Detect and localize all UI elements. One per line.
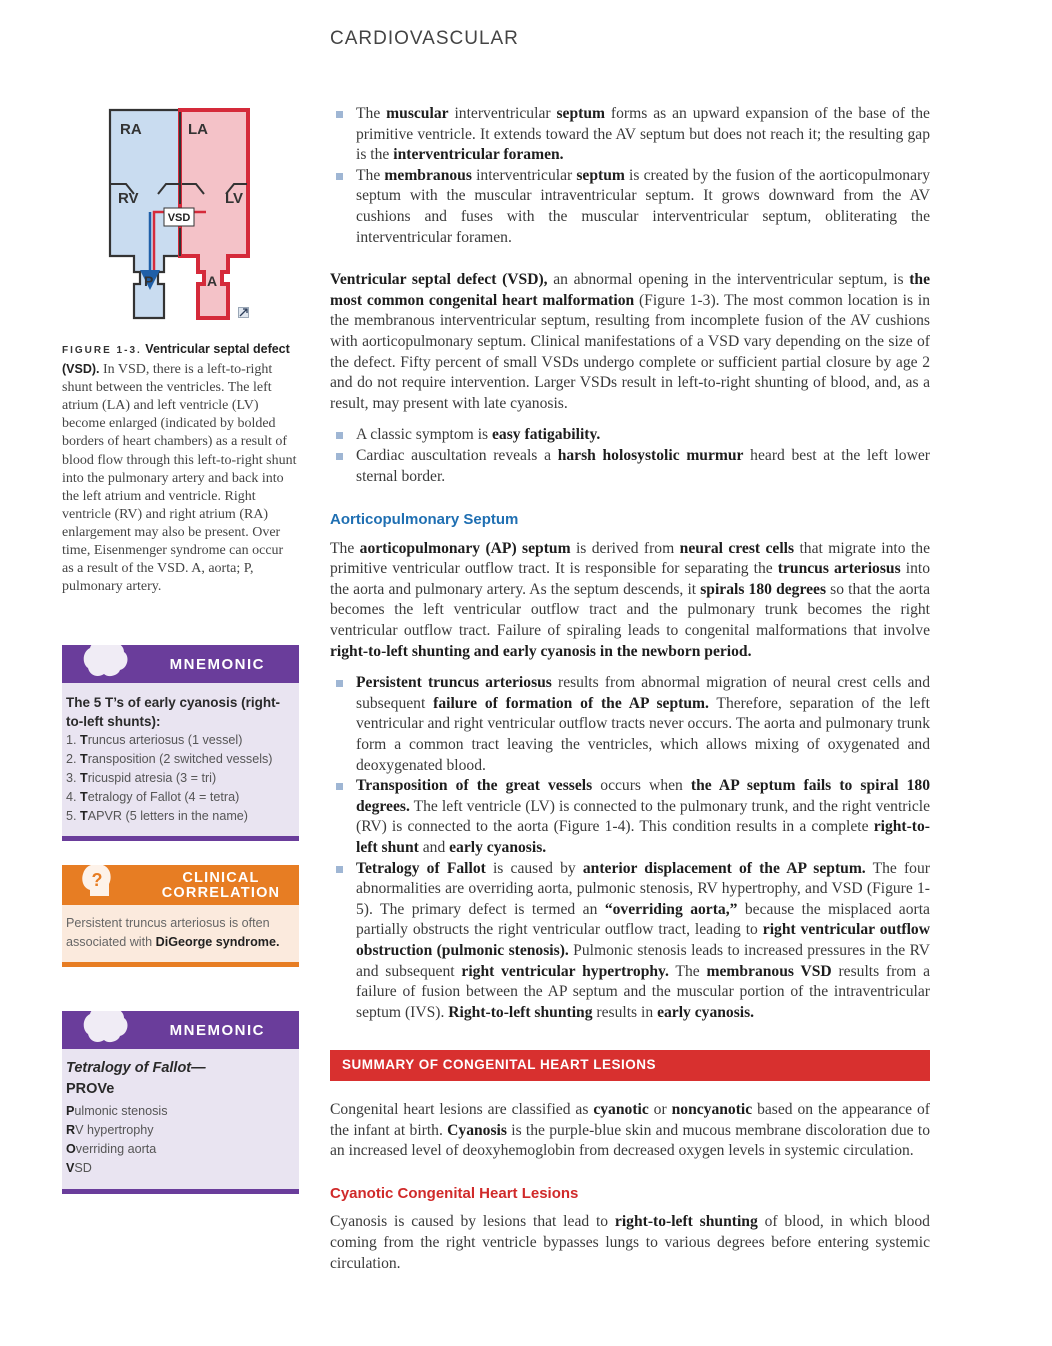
brain-icon: [80, 1004, 130, 1050]
clinical-bold: DiGeorge syndrome.: [155, 935, 280, 949]
clinical-text: Persistent truncus arteriosus is often associated with: [66, 916, 270, 949]
list-item: The muscular interventricular septum forms as an upward expansion of the base of the primitive ventricle. It extends toward the AV septum but does not reach it; the resulting gap is the interventricular foramen.: [330, 104, 930, 166]
vsd-paragraph: Ventricular septal defect (VSD), an abnormal opening in the interventricular septum, is the most common congenital heart malformation (Figure 1-3). The most common location is in the membranous interventricular septum, resulting from incomplete fusion of the AV cushions with aorticopulmonary septum. Clinical manifestations of a VSD vary depending on the size of the defect. Fifty percent of small VSDs undergo complete or sufficient partial closure by age 2 and do not require intervention. Larger VSDs result in left-to-right shunting of blood, and, as a result, may present with late cyanosis.: [330, 271, 931, 412]
mnemonic-heading: The 5 T’s of early cyanosis (right-to-left shunts):: [66, 695, 281, 729]
list-item: The membranous interventricular septum is created by the fusion of the aorticopulmonary septum with the muscular intraventricular septum. It grows downward from the AV cushions and fuses with the muscular interventricular septum, obliterating the interventricular foramen.: [330, 166, 930, 248]
list-item: Transposition of the great vessels occurs when the AP septum fails to spiral 180 degrees. The left ventricle (LV) is connected to the pulmonary trunk, and the right ventricle (RV) is connected to the aorta (Figure 1-4). This condition results in a complete right-to-left shunt and early cyanosis.: [330, 776, 930, 858]
mnemonic-label: MNEMONIC: [169, 656, 265, 673]
figure-title: Ventricular septal defect (VSD).: [62, 342, 290, 377]
list-item: Cardiac auscultation reveals a harsh holosystolic murmur heard best at the left lower sternal border.: [330, 446, 930, 487]
septum-bullets: [330, 104, 930, 248]
vsd-heart-diagram: [108, 108, 258, 320]
list-item: A classic symptom is easy fatigability.: [330, 425, 930, 446]
list-item: Pulmonic stenosis: [66, 1104, 168, 1118]
cyanotic-paragraph: Cyanosis is caused by lesions that lead to right-to-left shunting of blood, in which blood coming from the right ventricle bypasses lungs to various degrees before entering systemic circulation.: [330, 1213, 930, 1272]
clinical-label-1: CLINICAL: [182, 870, 260, 886]
rv-label: RV: [118, 190, 139, 207]
ap-septum-paragraph: The aorticopulmonary (AP) septum is derived from neural crest cells that migrate into the primitive ventricular outflow tract. It is responsible for separating the truncus arteriosus into the aorta and pulmonary artery. As the septum descends, it spirals 180 degrees so that the aorta becomes the left ventricular outflow tract and the pulmonary trunk becomes the right ventricular outflow tract. Failure of spiraling leads to congenital malformations that involve right-to-left shunting and early cyanosis in the newborn period.: [330, 539, 930, 660]
list-item: RV hypertrophy: [66, 1123, 154, 1137]
clinical-label-2: CORRELATION: [161, 885, 281, 901]
mnemonic-box-5ts: [62, 645, 299, 841]
image-link-icon: [238, 307, 249, 318]
p-label: P: [144, 273, 154, 289]
list-item: Persistent truncus arteriosus results from abnormal migration of neural crest cells and subsequent failure of formation of the AP septum. Therefore, separation of the left ventricular and right ventricular outflow tracts never occurs. The aorta and pulmonary trunk form a common tract leaving the ventricles, which allows mixing of oxygenated and deoxygenated blood.: [330, 673, 930, 776]
list-item: Tetralogy of Fallot is caused by anterior displacement of the AP septum. The four abnormalities are overriding aorta, pulmonic stenosis, RV hypertrophy, and VSD (Figure 1-5). The primary defect is termed an “overriding aorta,” because the misplaced aorta partially obstructs the right ventricular outflow tract, leading to right ventricular outflow obstruction (pulmonic stenosis). Pulmonic stenosis leads to increased pressures in the RV and subsequent right ventricular hypertrophy. The membranous VSD results from a failure of fusion between the AP septum and the muscular portion of the intraventricular septum (IVS). Right-to-left shunting results in early cyanosis.: [330, 859, 930, 1024]
la-label: LA: [188, 121, 208, 138]
section-bar-summary: SUMMARY OF CONGENITAL HEART LESIONS: [330, 1050, 930, 1081]
list-item: 5. TAPVR (5 letters in the name): [66, 809, 249, 823]
ap-septum-bullets: [330, 673, 930, 1023]
question-head-icon: [80, 862, 114, 906]
mnemonic-heading-italic: Tetralogy of Fallot—: [66, 1060, 206, 1076]
brain-icon: [80, 638, 130, 684]
mnemonic-list: [66, 731, 295, 826]
list-item: 4. Tetralogy of Fallot (4 = tetra): [66, 790, 240, 804]
section-heading-aorticopulmonary: Aorticopulmonary Septum: [330, 511, 519, 529]
mnemonic-box-prove: [62, 1011, 299, 1194]
svg-text:?: ?: [91, 870, 103, 890]
a-label: A: [207, 273, 218, 289]
list-item: 1. Truncus arteriosus (1 vessel): [66, 733, 243, 747]
lv-label: LV: [225, 190, 244, 207]
list-item: 3. Tricuspid atresia (3 = tri): [66, 771, 217, 785]
running-header: CARDIOVASCULAR: [330, 28, 519, 49]
list-item: Overriding aorta: [66, 1142, 157, 1156]
list-item: 2. Transposition (2 switched vessels): [66, 752, 273, 766]
mnemonic-heading: PROVe: [66, 1081, 115, 1097]
list-item: VSD: [66, 1161, 92, 1175]
figure-caption-text: In VSD, there is a left-to-right shunt between the ventricles. The left atrium (LA) and left ventricle (LV) become enlarged (indicated by bolded borders of heart chambers) as a result of blood flow through this left-to-right shunt into the pulmonary artery and back into the left atrium and ventricle. Right ventricle (RV) and right atrium (RA) enlargement may also be present. Over time, Eisenmenger syndrome can occur as a result of the VSD. A, aorta; P, pulmonary artery.: [62, 362, 297, 595]
main-text-column: [330, 104, 930, 1274]
mnemonic-list: [66, 1102, 295, 1178]
ra-label: RA: [120, 121, 142, 138]
mnemonic-label: MNEMONIC: [169, 1022, 265, 1039]
figure-number: FIGURE 1-3.: [62, 345, 142, 356]
vsd-label: VSD: [167, 212, 191, 224]
summary-paragraph: Congenital heart lesions are classified as cyanotic or noncyanotic based on the appearance of the infant at birth. Cyanosis is the purple-blue skin and mucous membrane discoloration due to an increased level of deoxyhemoglobin from decreased oxygen levels in systemic circulation.: [330, 1100, 930, 1160]
figure-caption: [62, 340, 298, 596]
clinical-correlation-box: [62, 865, 299, 967]
section-heading-cyanotic: Cyanotic Congenital Heart Lesions: [330, 1184, 579, 1202]
vsd-bullets: [330, 425, 930, 487]
